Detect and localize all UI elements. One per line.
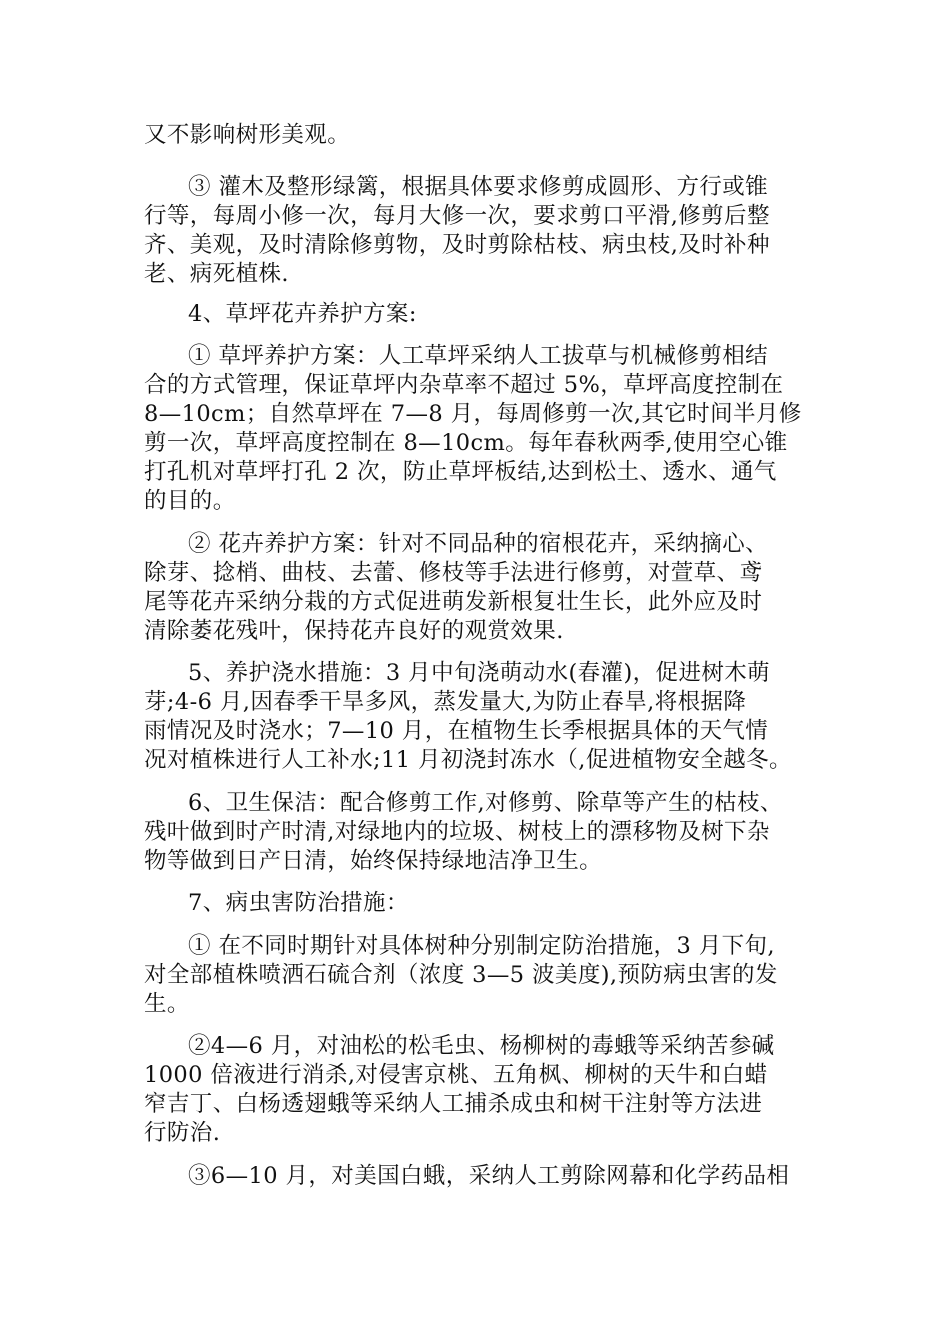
- text-line: ① 草坪养护方案：人工草坪采纳人工拔草与机械修剪相结: [188, 343, 769, 369]
- text-line: 尾等花卉采纳分栽的方式促进萌发新根复壮生长，此外应及时: [144, 589, 763, 615]
- text-line: 老、病死植株.: [144, 261, 289, 287]
- text-line: 况对植株进行人工补水;11 月初浇封冻水（,促进植物安全越冬。: [144, 747, 792, 773]
- text-line: ② 花卉养护方案：针对不同品种的宿根花卉，采纳摘心、: [188, 531, 769, 557]
- text-line: 齐、美观，及时清除修剪物，及时剪除枯枝、病虫枝,及时补种: [144, 232, 770, 258]
- text-line: 雨情况及时浇水；7—10 月，在植物生长季根据具体的天气情: [144, 718, 769, 744]
- text-line: 清除萎花残叶，保持花卉良好的观赏效果.: [144, 618, 564, 644]
- text-line: 5、养护浇水措施：3 月中旬浇萌动水(春灌)，促进树木萌: [188, 660, 771, 686]
- text-line: ③6—10 月，对美国白蛾，采纳人工剪除网幕和化学药品相: [188, 1163, 790, 1189]
- text-line: 1000 倍液进行消杀,对侵害京桃、五角枫、柳树的天牛和白蜡: [144, 1062, 768, 1088]
- text-line: 物等做到日产日清，始终保持绿地洁净卫生。: [144, 848, 603, 874]
- text-line: 剪一次，草坪高度控制在 8—10cm。每年春秋两季,使用空心锥: [144, 430, 788, 456]
- text-line: 芽;4-6 月,因春季干旱多风，蒸发量大,为防止春旱,将根据降: [144, 689, 747, 715]
- section-heading: 7、病虫害防治措施：: [188, 890, 409, 916]
- text-line: 又不影响树形美观。: [144, 122, 351, 148]
- text-line: 对全部植株喷洒石硫合剂（浓度 3—5 波美度),预防病虫害的发: [144, 962, 778, 988]
- text-line: 合的方式管理，保证草坪内杂草率不超过 5%，草坪高度控制在: [144, 372, 784, 398]
- text-line: 6、卫生保洁：配合修剪工作,对修剪、除草等产生的枯枝、: [188, 790, 783, 816]
- text-line: 窄吉丁、白杨透翅蛾等采纳人工捕杀成虫和树干注射等方法进: [144, 1091, 763, 1117]
- text-line: 残叶做到时产时清,对绿地内的垃圾、树枝上的漂移物及树下杂: [144, 819, 770, 845]
- text-line: 打孔机对草坪打孔 2 次，防止草坪板结,达到松土、透水、通气: [144, 459, 777, 485]
- text-line: 除芽、捻梢、曲枝、去蕾、修枝等手法进行修剪，对萱草、鸢: [144, 560, 763, 586]
- text-line: ③ 灌木及整形绿篱，根据具体要求修剪成圆形、方行或锥: [188, 174, 769, 200]
- text-line: 的目的。: [144, 488, 236, 514]
- text-line: 行防治.: [144, 1120, 221, 1146]
- text-line: ① 在不同时期针对具体树种分别制定防治措施，3 月下旬,: [188, 933, 775, 959]
- section-heading: 4、草坪花卉养护方案:: [188, 301, 417, 327]
- text-line: 生。: [144, 991, 190, 1017]
- text-line: 8—10cm；自然草坪在 7—8 月，每周修剪一次,其它时间半月修: [144, 401, 802, 427]
- text-line: 行等，每周小修一次，每月大修一次，要求剪口平滑,修剪后整: [144, 203, 770, 229]
- text-line: ②4—6 月，对油松的松毛虫、杨柳树的毒蛾等采纳苦参碱: [188, 1033, 775, 1059]
